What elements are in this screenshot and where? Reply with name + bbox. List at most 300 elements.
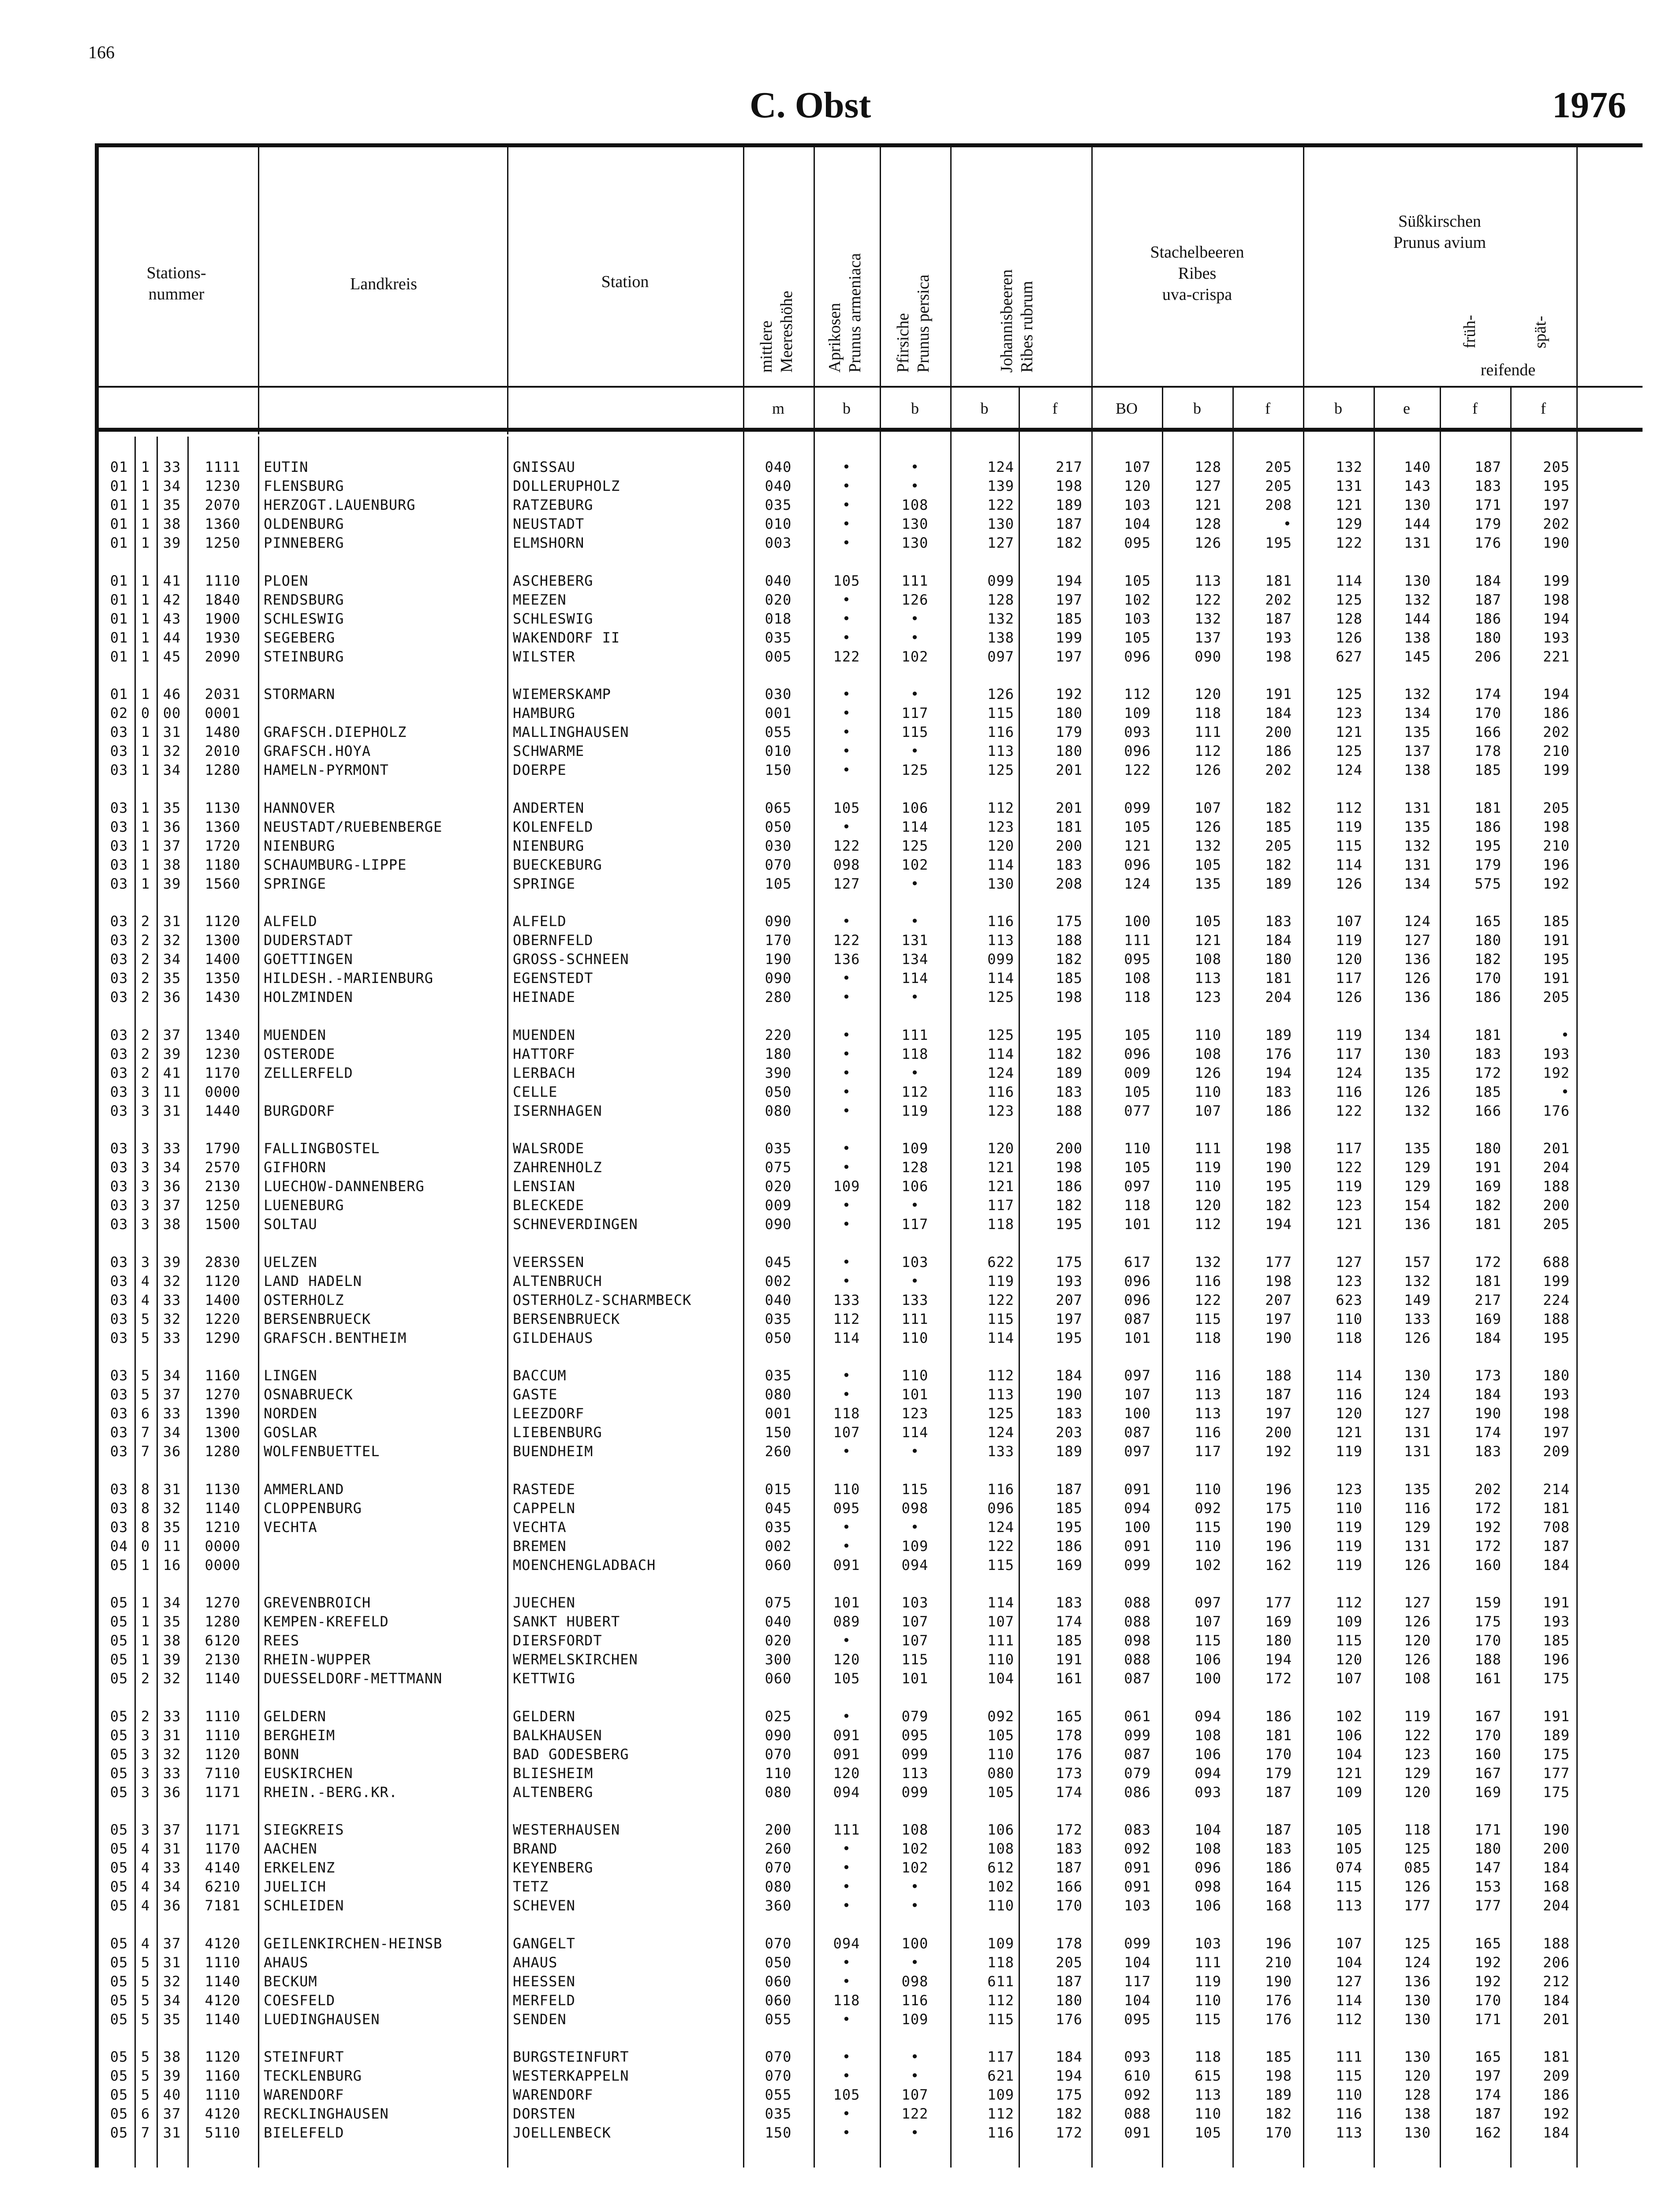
table-cell: 090 [765, 1216, 792, 1233]
table-cell: 33 [163, 1708, 181, 1725]
table-cell: 091 [833, 1556, 860, 1573]
table-cell: 091 [833, 1727, 860, 1744]
table-cell: • [842, 2048, 851, 2065]
table-cell: RASTEDE [513, 1480, 575, 1498]
table-cell: 36 [163, 818, 181, 835]
table-cell: 103 [901, 1253, 929, 1271]
table-cell: 36 [163, 989, 181, 1006]
table-cell: 115 [1336, 1878, 1363, 1895]
table-cell: 205 [1543, 1216, 1570, 1233]
table-cell: 095 [1124, 534, 1151, 552]
table-cell: 134 [1404, 875, 1431, 892]
table-cell: 6 [141, 1405, 150, 1422]
table-cell: ANDERTEN [513, 799, 585, 816]
table-cell: 112 [987, 1367, 1014, 1384]
table-cell: 05 [110, 1613, 128, 1630]
table-cell: 119 [1336, 818, 1363, 835]
table-cell: 2130 [205, 1178, 241, 1195]
table-cell: 1110 [205, 1727, 241, 1744]
table-cell: 128 [987, 591, 1014, 608]
table-cell: 080 [765, 1878, 792, 1895]
table-cell: 1350 [205, 970, 241, 987]
table-cell: 204 [1265, 989, 1292, 1006]
table-cell: NEUSTADT/RUEBENBERGE [264, 818, 443, 835]
table-cell: 135 [1195, 875, 1221, 892]
table-cell: 05 [110, 1594, 128, 1611]
table-cell: MUENDEN [264, 1026, 326, 1043]
table-cell: ALTENBERG [513, 1783, 594, 1801]
table-cell: 035 [765, 629, 792, 646]
table-cell: 091 [1124, 1878, 1151, 1895]
table-cell: 099 [987, 572, 1014, 589]
table-cell: OSTERHOLZ-SCHARMBECK [513, 1291, 692, 1308]
table-cell: 136 [1404, 951, 1431, 968]
table-cell: 110 [901, 1329, 929, 1346]
table-cell: 107 [1195, 1613, 1221, 1630]
table-cell: 1 [141, 1651, 150, 1668]
table-cell: 092 [1124, 1840, 1151, 1857]
table-cell: 193 [1543, 1613, 1570, 1630]
table-cell: 107 [1336, 1670, 1363, 1687]
table-cell: • [842, 1973, 851, 1990]
table-cell: 114 [1336, 856, 1363, 873]
table-cell: 094 [1195, 1764, 1221, 1782]
unit-cell: b [911, 400, 919, 417]
table-cell: 186 [1056, 1178, 1083, 1195]
table-cell: 201 [1056, 799, 1083, 816]
table-cell: 108 [1124, 970, 1151, 987]
table-cell: • [842, 762, 851, 779]
table-cell: 181 [1475, 1026, 1501, 1043]
table-cell: 127 [1404, 1594, 1431, 1611]
table-cell: 178 [1475, 743, 1501, 760]
table-cell: 180 [1265, 1632, 1292, 1649]
table-cell: 094 [1124, 1499, 1151, 1517]
table-cell: 116 [1404, 1499, 1431, 1517]
table-cell: 38 [163, 856, 181, 873]
unit-cell: f [1052, 400, 1058, 417]
table-cell: 6120 [205, 1632, 241, 1649]
table-cell: 104 [1124, 1954, 1151, 1971]
table-cell: DORSTEN [513, 2105, 575, 2123]
table-cell: 5 [141, 2048, 150, 2065]
table-cell: GNISSAU [513, 459, 575, 475]
unit-cell: b [1334, 400, 1342, 417]
table-cell: 1210 [205, 1518, 241, 1536]
table-cell: 35 [163, 799, 181, 816]
table-cell: BERSENBRUECK [513, 1310, 620, 1327]
table-cell: 2 [141, 1045, 150, 1062]
table-cell: 05 [110, 1954, 128, 1971]
table-cell: 087 [1124, 1670, 1151, 1687]
table-cell: 115 [1195, 1518, 1221, 1536]
table-cell: 1440 [205, 1102, 241, 1119]
table-cell: • [910, 1897, 920, 1914]
table-cell: AHAUS [513, 1954, 558, 1971]
table-cell: 41 [163, 572, 181, 589]
table-cell: 099 [1124, 799, 1151, 816]
table-cell: 097 [1124, 1443, 1151, 1460]
table-cell: 5 [141, 1386, 150, 1403]
table-cell: 182 [1056, 1197, 1083, 1214]
table-cell: 173 [1056, 1764, 1083, 1782]
table-cell: 118 [1124, 1197, 1151, 1214]
table-cell: 122 [1195, 591, 1221, 608]
table-cell: BUENDHEIM [513, 1443, 594, 1460]
table-cell: 119 [1336, 1556, 1363, 1573]
table-cell: 110 [1336, 2086, 1363, 2104]
table-cell: 176 [1265, 1992, 1292, 2009]
table-cell: 03 [110, 1216, 128, 1233]
header-johannisbeeren: Johannisbeeren Ribes rubrum [997, 269, 1036, 373]
table-cell: KEMPEN-KREFELD [264, 1613, 389, 1630]
table-cell: 126 [1404, 1083, 1431, 1100]
table-cell: • [910, 478, 920, 495]
table-cell: 128 [901, 1159, 929, 1176]
table-cell: 090 [1195, 648, 1221, 665]
table-cell: 0001 [205, 705, 241, 722]
table-cell: 126 [1195, 1064, 1221, 1081]
table-cell: 1280 [205, 762, 241, 779]
table-cell: 190 [1265, 1518, 1292, 1536]
table-cell: 045 [765, 1499, 792, 1517]
table-cell: 115 [1195, 1632, 1221, 1649]
table-cell: 098 [1195, 1878, 1221, 1895]
table-cell: • [842, 818, 851, 835]
table-cell: 187 [1056, 1480, 1083, 1498]
table-cell: 16 [163, 1556, 181, 1573]
header-stationsnummer: Stations- nummer [146, 264, 206, 303]
table-cell: 186 [1265, 1708, 1292, 1725]
table-cell: 217 [1056, 459, 1083, 475]
table-cell: 161 [1475, 1670, 1501, 1687]
table-cell: 170 [1475, 705, 1501, 722]
table-cell: 126 [1336, 875, 1363, 892]
table-cell: 201 [1056, 762, 1083, 779]
col-divider [1440, 386, 1441, 2168]
table-cell: 124 [1336, 762, 1363, 779]
table-cell: 110 [1336, 1310, 1363, 1327]
table-cell: 165 [1475, 913, 1501, 930]
table-cell: 5 [141, 1973, 150, 1990]
table-cell: 1120 [205, 913, 241, 930]
table-cell: 147 [1475, 1859, 1501, 1876]
table-cell: 140 [1404, 459, 1431, 475]
col-divider [1232, 386, 1234, 2168]
table-cell: 205 [1543, 989, 1570, 1006]
table-cell: 1900 [205, 610, 241, 627]
table-cell: 187 [1475, 2105, 1501, 2123]
table-cell: • [842, 610, 851, 627]
table-cell: 060 [765, 1992, 792, 2009]
table-cell: 111 [901, 572, 929, 589]
table-cell: 106 [901, 1178, 929, 1195]
table-cell: 117 [1336, 1140, 1363, 1157]
table-cell: 177 [1543, 1764, 1570, 1782]
table-cell: • [842, 1632, 851, 1649]
table-cell: 097 [1124, 1178, 1151, 1195]
table-cell: BALKHAUSEN [513, 1727, 602, 1744]
table-cell: 3 [141, 1764, 150, 1782]
table-cell: 119 [901, 1102, 929, 1119]
table-cell: 184 [1265, 705, 1292, 722]
table-cell: 035 [765, 2105, 792, 2123]
table-cell: 7110 [205, 1764, 241, 1782]
table-cell: 176 [1543, 1102, 1570, 1119]
table-cell: 127 [1336, 1253, 1363, 1271]
table-cell: 087 [1124, 1310, 1151, 1327]
table-cell: 035 [765, 497, 792, 514]
table-cell: 5 [141, 2086, 150, 2104]
table-cell: 210 [1543, 837, 1570, 854]
table-cell: RHEIN-WUPPER [264, 1651, 371, 1668]
table-cell: 098 [1124, 1632, 1151, 1649]
col-divider [507, 143, 508, 434]
table-cell: DUDERSTADT [264, 932, 353, 949]
table-cell: • [910, 2048, 920, 2065]
table-cell: 118 [1336, 1329, 1363, 1346]
table-cell: 186 [1265, 1102, 1292, 1119]
table-cell: AACHEN [264, 1840, 317, 1857]
table-cell: 110 [987, 1897, 1014, 1914]
table-cell: 193 [1543, 629, 1570, 646]
table-cell: 178 [1056, 1935, 1083, 1952]
table-cell: 1360 [205, 818, 241, 835]
table-cell: 180 [1056, 1992, 1083, 2009]
table-cell: 077 [1124, 1102, 1151, 1119]
table-cell: 103 [1124, 497, 1151, 514]
table-cell: 1140 [205, 1973, 241, 1990]
table-cell: 061 [1124, 1708, 1151, 1725]
table-cell: • [842, 1216, 851, 1233]
table-cell: WIEMERSKAMP [513, 686, 611, 703]
table-cell: 101 [901, 1386, 929, 1403]
table-cell: 182 [1265, 856, 1292, 873]
table-cell: 102 [987, 1878, 1014, 1895]
table-cell: 097 [1195, 1594, 1221, 1611]
table-cell: • [842, 629, 851, 646]
table-cell: 099 [901, 1745, 929, 1763]
table-cell: 109 [833, 1178, 860, 1195]
table-cell: 175 [1056, 913, 1083, 930]
table-cell: 174 [1475, 2086, 1501, 2104]
table-cell: 144 [1404, 610, 1431, 627]
table-cell: 160 [1475, 1556, 1501, 1573]
table-cell: 192 [1543, 875, 1570, 892]
table-cell: 117 [1124, 1973, 1151, 1990]
table-cell: 130 [1404, 1992, 1431, 2009]
table-cell: • [842, 497, 851, 514]
table-cell: 1 [141, 837, 150, 854]
table-cell: 8 [141, 1518, 150, 1536]
table-cell: VEERSSEN [513, 1253, 585, 1271]
table-cell: 186 [1475, 818, 1501, 835]
col-divider [1019, 386, 1020, 2168]
table-cell: 187 [1475, 591, 1501, 608]
table-cell: 31 [163, 913, 181, 930]
table-cell: 130 [1404, 2048, 1431, 2065]
table-cell: 191 [1056, 1651, 1083, 1668]
table-cell: 165 [1475, 2048, 1501, 2065]
table-cell: SENDEN [513, 2011, 567, 2028]
table-cell: 100 [1124, 913, 1151, 930]
table-cell: • [842, 1897, 851, 1914]
table-cell: 1171 [205, 1821, 241, 1838]
unit-cell: b [843, 400, 851, 417]
table-cell: • [842, 1045, 851, 1062]
col-divider [950, 143, 952, 2168]
table-cell: 1500 [205, 1216, 241, 1233]
table-cell: 197 [1543, 497, 1570, 514]
table-cell: 33 [163, 1291, 181, 1308]
table-cell: 4 [141, 1859, 150, 1876]
table-cell: 119 [1195, 1159, 1221, 1176]
table-cell: 091 [1124, 1537, 1151, 1555]
table-cell: 176 [1475, 534, 1501, 552]
table-cell: 133 [987, 1443, 1014, 1460]
table-cell: 2 [141, 913, 150, 930]
table-cell: • [842, 1443, 851, 1460]
table-cell: 192 [1265, 1443, 1292, 1460]
table-cell: 135 [1404, 1064, 1431, 1081]
table-cell: 217 [1475, 1291, 1501, 1308]
table-cell: 190 [1543, 534, 1570, 552]
table-cell: 174 [1475, 1424, 1501, 1441]
table-cell: 103 [901, 1594, 929, 1611]
table-cell: 107 [833, 1424, 860, 1441]
table-cell: 102 [901, 1840, 929, 1857]
table-cell: 3 [141, 1253, 150, 1271]
table-cell: 200 [1265, 1424, 1292, 1441]
table-cell: 132 [1404, 837, 1431, 854]
table-cell: 38 [163, 2048, 181, 2065]
table-cell: 194 [1543, 610, 1570, 627]
table-cell: SPRINGE [264, 875, 326, 892]
table-cell: 123 [901, 1405, 929, 1422]
table-cell: 121 [987, 1178, 1014, 1195]
table-cell: 187 [1056, 1859, 1083, 1876]
col-divider [187, 437, 189, 2168]
table-cell: 002 [765, 1272, 792, 1289]
table-cell: 183 [1056, 1405, 1083, 1422]
table-cell: 191 [1543, 970, 1570, 987]
table-cell: 179 [1265, 1764, 1292, 1782]
table-cell: 176 [1265, 2011, 1292, 2028]
table-cell: 39 [163, 2067, 181, 2085]
table-cell: • [910, 1197, 920, 1214]
table-cell: 131 [1404, 1537, 1431, 1555]
table-cell: JUELICH [264, 1878, 326, 1895]
table-cell: 104 [987, 1670, 1014, 1687]
table-cell: 05 [110, 2105, 128, 2123]
table-cell: GANGELT [513, 1935, 575, 1952]
table-cell: 070 [765, 1935, 792, 1952]
table-cell: 099 [1124, 1935, 1151, 1952]
table-cell: WESTERKAPPELN [513, 2067, 629, 2085]
table-cell: 133 [901, 1291, 929, 1308]
table-cell: 104 [1195, 1821, 1221, 1838]
table-cell: 183 [1056, 1594, 1083, 1611]
table-cell: 101 [833, 1594, 860, 1611]
table-cell: 132 [1404, 591, 1431, 608]
table-cell: 8 [141, 1499, 150, 1517]
table-cell: 1230 [205, 478, 241, 495]
table-cell: STEINBURG [264, 648, 344, 665]
table-cell: 189 [1543, 1727, 1570, 1744]
table-cell: 119 [1336, 932, 1363, 949]
table-cell: 187 [1056, 516, 1083, 533]
table-cell: 050 [765, 1954, 792, 1971]
table-cell: 199 [1056, 629, 1083, 646]
unit-cell: b [1193, 400, 1201, 417]
table-cell: • [842, 1954, 851, 1971]
table-cell: 110 [1195, 1537, 1221, 1555]
table-cell: 105 [1195, 856, 1221, 873]
table-cell: 102 [901, 648, 929, 665]
table-cell: 03 [110, 1102, 128, 1119]
table-cell: 181 [1475, 799, 1501, 816]
table-cell: 175 [1543, 1783, 1570, 1801]
table-cell: 37 [163, 1386, 181, 1403]
table-cell: 124 [987, 1424, 1014, 1441]
header-suesskirschen: Süßkirschen Prunus avium [1393, 212, 1486, 252]
table-cell: 094 [833, 1783, 860, 1801]
table-cell: 122 [833, 648, 860, 665]
table-cell: 094 [901, 1556, 929, 1573]
table-cell: 111 [1124, 932, 1151, 949]
table-cell: 4 [141, 1291, 150, 1308]
table-cell: 120 [1404, 1632, 1431, 1649]
table-cell: 131 [901, 932, 929, 949]
table-cell: 091 [1124, 1480, 1151, 1498]
table-cell: 110 [1195, 1480, 1221, 1498]
table-cell: 208 [1056, 875, 1083, 892]
table-cell: 1 [141, 610, 150, 627]
table-cell: 1790 [205, 1140, 241, 1157]
table-cell: ALFELD [513, 913, 567, 930]
table-cell: 079 [1124, 1764, 1151, 1782]
table-cell: 627 [1336, 648, 1363, 665]
table-cell: • [842, 743, 851, 760]
table-cell: • [842, 1083, 851, 1100]
table-cell: 210 [1265, 1954, 1292, 1971]
table-cell: 100 [901, 1935, 929, 1952]
table-cell: 1 [141, 875, 150, 892]
table-cell: 190 [1265, 1159, 1292, 1176]
table-cell: 188 [1475, 1651, 1501, 1668]
table-cell: 195 [1056, 1518, 1083, 1536]
table-cell: 181 [1265, 1727, 1292, 1744]
table-cell: 094 [1195, 1708, 1221, 1725]
table-cell: SEGEBERG [264, 629, 336, 646]
table-cell: 117 [901, 1216, 929, 1233]
table-cell: 040 [765, 478, 792, 495]
table-cell: 1111 [205, 459, 241, 475]
table-cell: 03 [110, 1291, 128, 1308]
table-cell: MUENDEN [513, 1026, 575, 1043]
table-cell: 119 [1336, 1178, 1363, 1195]
table-cell: 1930 [205, 629, 241, 646]
table-cell: 118 [987, 1954, 1014, 1971]
table-cell: STEINFURT [264, 2048, 344, 2065]
table-cell: 181 [1475, 1216, 1501, 1233]
table-cell: HATTORF [513, 1045, 575, 1062]
table-cell: 0 [141, 1537, 150, 1555]
table-cell: 210 [1543, 743, 1570, 760]
table-cell: NIENBURG [513, 837, 585, 854]
table-cell: 092 [1195, 1499, 1221, 1517]
table-cell: 169 [1265, 1613, 1292, 1630]
